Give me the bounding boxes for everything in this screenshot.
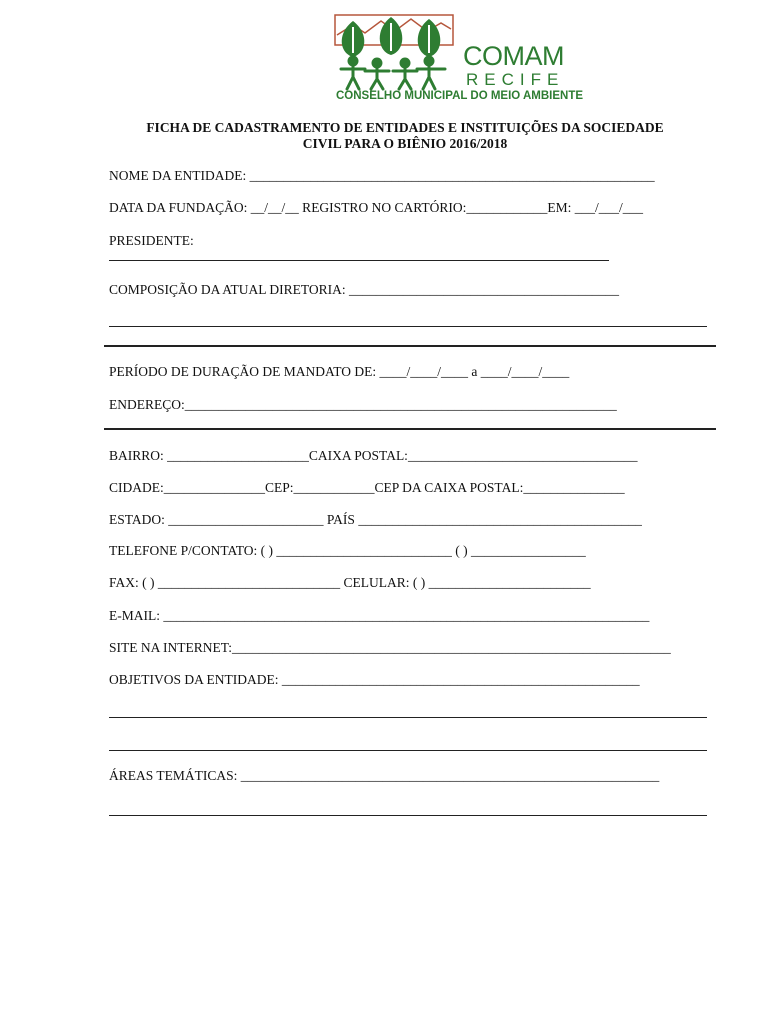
form-title-line1: FICHA DE CADASTRAMENTO DE ENTIDADES E INSTITUIÇÕES DA SOCIEDADE [146, 120, 664, 135]
field-fundacao[interactable]: DATA DA FUNDAÇÃO: __/__/__ REGISTRO NO CARTÓRIO:____________EM: ___/___/___ [109, 200, 644, 215]
field-nome[interactable]: NOME DA ENTIDADE: ____________________________________________________________ [109, 168, 655, 183]
presidente-line[interactable] [109, 260, 609, 261]
field-objetivos[interactable]: OBJETIVOS DA ENTIDADE: _____________________________________________________ [109, 672, 640, 687]
logo-brand: COMAM [463, 41, 564, 71]
field-fax[interactable]: FAX: ( ) ___________________________ CELULAR: ( ) ________________________ [109, 575, 591, 590]
field-bairro[interactable]: BAIRRO: _____________________CAIXA POSTAL:__________________________________ [109, 448, 638, 463]
tree-people-icon [333, 13, 458, 91]
logo-city: RECIFE [466, 70, 565, 89]
field-periodo[interactable]: PERÍODO DE DURAÇÃO DE MANDATO DE: ____/____/____ a ____/____/____ [109, 364, 570, 379]
section-separator [104, 428, 716, 430]
field-telefone[interactable]: TELEFONE P/CONTATO: ( ) __________________________ ( ) _________________ [109, 543, 586, 558]
objetivos-line[interactable] [109, 717, 707, 718]
field-site[interactable]: SITE NA INTERNET:_________________________________________________________________ [109, 640, 671, 655]
field-email[interactable]: E-MAIL: ________________________________________________________________________ [109, 608, 650, 623]
composicao-line[interactable] [109, 326, 707, 327]
field-composicao[interactable]: COMPOSIÇÃO DA ATUAL DIRETORIA: ________________________________________ [109, 282, 620, 297]
objetivos-line[interactable] [109, 750, 707, 751]
field-areas[interactable]: ÁREAS TEMÁTICAS: ______________________________________________________________ [109, 768, 660, 783]
field-estado[interactable]: ESTADO: _______________________ PAÍS __________________________________________ [109, 512, 642, 527]
field-cidade[interactable]: CIDADE:_______________CEP:____________CEP DA CAIXA POSTAL:_______________ [109, 480, 625, 495]
comam-logo [333, 13, 584, 105]
areas-line[interactable] [109, 815, 707, 816]
form-title [90, 120, 720, 152]
field-presidente: PRESIDENTE: [109, 233, 194, 248]
logo-council: CONSELHO MUNICIPAL DO MEIO AMBIENTE [336, 90, 584, 102]
section-separator [104, 345, 716, 347]
form-title-line2: CIVIL PARA O BIÊNIO 2016/2018 [302, 136, 508, 151]
field-endereco[interactable]: ENDEREÇO:________________________________________________________________ [109, 397, 617, 412]
